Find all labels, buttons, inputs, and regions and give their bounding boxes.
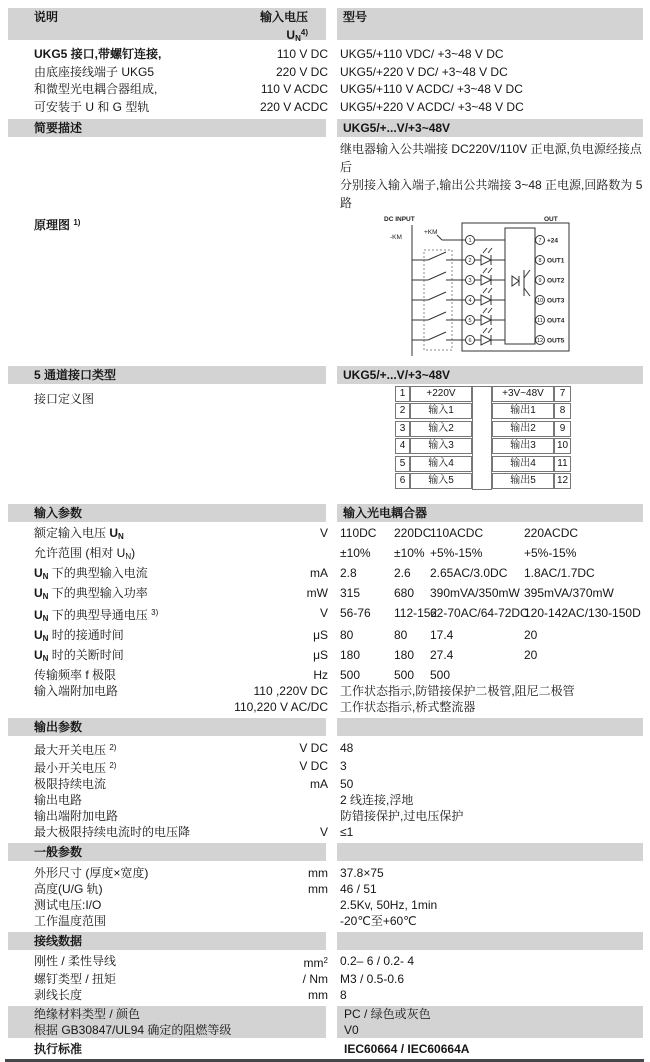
- param-unit: mm: [308, 866, 328, 880]
- input-param-row: [0, 585, 650, 605]
- param-unit: V: [319, 606, 328, 620]
- param-unit: V: [319, 526, 328, 540]
- column-header-input-voltage: 输入电压 $U_N^{4)}$: [259, 10, 308, 43]
- product-input-voltage: 110 V ACDC: [260, 82, 328, 96]
- svg-text:6: 6: [468, 338, 472, 344]
- datasheet-page: [0, 8, 650, 1062]
- param-value: 110DC: [340, 526, 377, 540]
- dc-input-label: DC INPUT: [384, 216, 415, 223]
- terminal-label: +220V: [410, 386, 472, 402]
- param-unit: mm: [308, 988, 328, 1002]
- param-unit: V DC: [299, 759, 328, 773]
- param-value: 37.8×75: [340, 866, 384, 880]
- interface-section-bar: [0, 366, 650, 384]
- param-values: [340, 647, 650, 667]
- param-values: [340, 545, 650, 565]
- svg-text:10: 10: [536, 298, 544, 304]
- standard-value: IEC60664 / IEC60664A: [344, 1042, 470, 1056]
- output-terminal-label: OUT3: [547, 297, 565, 305]
- param-unit: 110 ,220V DC: [253, 684, 328, 698]
- input-params-subtitle: 输入光电耦合器: [337, 504, 643, 522]
- param-values: [340, 667, 650, 683]
- wiring-section-bar: [0, 932, 650, 950]
- param-value: 500: [394, 668, 415, 682]
- terminal-label: 输入4: [410, 456, 472, 472]
- brief-line: 继电器输入公共端接 DC220V/110V 正电源,负电源经接点后: [340, 142, 642, 174]
- output-params-rows: [0, 740, 650, 840]
- product-model: UKG5/+110 V ACDC/ +3~48 V DC: [340, 82, 523, 96]
- pos-rail-label: +KM: [424, 229, 438, 236]
- interface-diagram-label: 接口定义图: [34, 392, 95, 406]
- param-value: 48: [340, 741, 354, 755]
- terminal-number: 9: [554, 421, 571, 437]
- param-value: 27.4: [430, 648, 454, 662]
- param-value: 20: [524, 648, 538, 662]
- terminal-table-row: [395, 438, 573, 455]
- param-value: +5%-15%: [430, 546, 483, 560]
- param-values: [340, 565, 650, 585]
- param-label: $U_N$ 下的典型导通电压 $^{3)}$: [34, 608, 159, 623]
- param-value: 680: [394, 586, 415, 600]
- wiring-title: 接线数据: [8, 932, 326, 950]
- input-param-row: [0, 683, 650, 699]
- schematic-section: [0, 212, 650, 362]
- param-label: $U_N$ 下的典型输入功率: [34, 586, 148, 601]
- wiring-param-row: [0, 987, 650, 1003]
- param-label: $U_N$ 时的接通时间: [34, 628, 124, 643]
- param-value: 390mVA/350mW: [430, 586, 520, 600]
- param-value: 180: [340, 648, 361, 662]
- param-value: 120-142AC/130-150D: [524, 606, 641, 620]
- param-label: 最大极限持续电流时的电压降: [34, 825, 191, 839]
- param-value: 2.8: [340, 566, 357, 580]
- param-value: 50: [340, 777, 354, 791]
- param-unit: mm: [308, 882, 328, 896]
- product-row: [0, 99, 650, 117]
- terminal-label: 输入2: [410, 421, 472, 437]
- svg-text:9: 9: [538, 278, 542, 284]
- out-label: OUT: [544, 216, 558, 223]
- input-param-row: [0, 699, 650, 715]
- param-value: 2.6: [394, 566, 411, 580]
- param-label: $U_N$ 时的关断时间: [34, 648, 124, 663]
- input-param-row: [0, 605, 650, 627]
- terminal-number: 7: [554, 386, 571, 402]
- product-description: 由底座接线端子 UKG5: [34, 64, 155, 79]
- svg-text:1: 1: [468, 238, 472, 244]
- param-values: [340, 605, 650, 627]
- param-label: 螺钉类型 / 扭矩: [34, 972, 117, 986]
- terminal-number: 12: [554, 473, 571, 489]
- input-param-row: [0, 667, 650, 683]
- param-label: 极限持续电流: [34, 777, 107, 791]
- param-unit: $mm^2$: [303, 956, 328, 970]
- terminal-table-row: [395, 421, 573, 438]
- product-description: 和微型光电耦合器组成,: [34, 82, 158, 96]
- param-value: 46 / 51: [340, 882, 377, 896]
- param-unit: V: [319, 825, 328, 839]
- terminal-label: +3V~48V: [492, 386, 554, 402]
- product-model: UKG5/+220 V DC/ +3~48 V DC: [340, 64, 508, 79]
- product-input-voltage: 220 V DC: [275, 64, 328, 79]
- general-params-section-bar: [0, 843, 650, 861]
- output-terminal-label: +24: [547, 237, 559, 245]
- interface-definition-section: [0, 384, 650, 494]
- product-description: 可安装于 U 和 G 型轨: [34, 99, 150, 114]
- general-params-rows: [0, 865, 650, 929]
- interface-title: 5 通道接口类型: [8, 366, 326, 384]
- param-label: 最大开关电压 $^{2)}$: [34, 743, 117, 757]
- output-param-row: [0, 824, 650, 840]
- terminal-label: 输入1: [410, 403, 472, 419]
- param-value: 395mVA/370mW: [524, 586, 614, 600]
- param-unit: Hz: [313, 668, 328, 682]
- brief-description-model: UKG5/+...V/+3~48V: [337, 119, 643, 137]
- svg-text:4: 4: [468, 298, 472, 304]
- terminal-table-row: [395, 473, 573, 490]
- param-label: 允许范围 (相对 $U_N$): [34, 546, 136, 561]
- svg-text:2: 2: [468, 258, 472, 264]
- param-value: [524, 667, 650, 683]
- param-value: 110ACDC: [430, 526, 484, 540]
- terminal-label: 输入3: [410, 438, 472, 454]
- param-label: 输出端附加电路: [34, 809, 119, 823]
- param-label: 传输频率 f 极限: [34, 668, 117, 682]
- general-param-row: [0, 881, 650, 897]
- param-value: 220ACDC: [524, 526, 579, 540]
- output-param-row: [0, 776, 650, 792]
- param-value: 62-70AC/64-72DC: [430, 606, 529, 620]
- general-params-title: 一般参数: [8, 843, 326, 861]
- product-description: UKG5 接口,带螺钉连接,: [34, 47, 162, 61]
- terminal-label: 输出2: [492, 421, 554, 437]
- output-terminal-label: OUT2: [547, 277, 565, 285]
- terminal-label: 输出5: [492, 473, 554, 489]
- param-value: 500: [340, 668, 361, 682]
- brief-line: 分别接入输入端子,输出公共端接 3~48 正电源,回路数为 5 路: [340, 178, 643, 210]
- param-value: ±10%: [394, 546, 425, 560]
- param-value: 2 线连接,浮地: [340, 793, 414, 807]
- param-unit: V DC: [299, 741, 328, 755]
- param-label: 测试电压:I/O: [34, 898, 102, 912]
- terminal-table-row: [395, 386, 573, 403]
- output-param-row: [0, 758, 650, 776]
- param-value: 220DC: [394, 526, 432, 540]
- input-params-title: 输入参数: [8, 504, 326, 522]
- terminal-label: 输出1: [492, 403, 554, 419]
- param-value: 17.4: [430, 628, 454, 642]
- param-unit: μS: [313, 628, 328, 642]
- param-values: [340, 585, 650, 605]
- param-values: [340, 627, 650, 647]
- svg-text:11: 11: [537, 318, 543, 324]
- param-value: 0.2– 6 / 0.2- 4: [340, 954, 415, 968]
- terminal-label: 输出4: [492, 456, 554, 472]
- wiring-param-row: [0, 971, 650, 987]
- terminal-number: 6: [395, 473, 410, 489]
- general-param-row: [0, 897, 650, 913]
- neg-rail-label: -KM: [390, 234, 402, 241]
- terminal-table-row: [395, 403, 573, 420]
- param-unit: / Nm: [302, 972, 328, 986]
- schematic-diagram: [378, 212, 648, 362]
- param-value: 56-76: [340, 606, 371, 620]
- param-label: 工作温度范围: [34, 914, 107, 928]
- param-value: 8: [340, 988, 347, 1002]
- interface-model: UKG5/+...V/+3~48V: [337, 366, 643, 384]
- output-params-title: 输出参数: [8, 718, 326, 736]
- product-row: [0, 64, 650, 82]
- param-label: 剥线长度: [34, 988, 83, 1002]
- param-values: [340, 525, 650, 545]
- param-label: $U_N$ 下的典型输入电流: [34, 566, 148, 581]
- insulation-label: 根据 GB30847/UL94 确定的阻燃等级: [8, 1022, 326, 1038]
- output-param-row: [0, 740, 650, 758]
- output-params-section-bar: [0, 718, 650, 736]
- svg-text:12: 12: [536, 338, 544, 344]
- terminal-number: 1: [395, 386, 410, 402]
- param-value: ≤1: [340, 825, 354, 839]
- param-value: +5%-15%: [524, 546, 577, 560]
- input-param-row: [0, 565, 650, 585]
- wiring-rows: [0, 953, 650, 1003]
- terminal-label: 输入5: [410, 473, 472, 489]
- param-value: 2.5Kv, 50Hz, 1min: [340, 898, 438, 912]
- table-header: [0, 8, 650, 43]
- insulation-rows: [0, 1006, 650, 1038]
- product-row: [0, 46, 650, 64]
- terminal-number: 4: [395, 438, 410, 454]
- param-value: 工作状态指示,桥式整流器: [340, 700, 476, 714]
- terminal-number: 8: [554, 403, 571, 419]
- input-param-row: [0, 627, 650, 647]
- output-terminal-label: OUT5: [547, 337, 565, 345]
- general-param-row: [0, 865, 650, 881]
- terminal-number: 5: [395, 456, 410, 472]
- param-value: 500: [430, 668, 451, 682]
- output-param-row: [0, 808, 650, 824]
- param-unit: mA: [310, 566, 328, 580]
- output-terminal-label: OUT4: [547, 317, 565, 325]
- param-value: 20: [524, 628, 538, 642]
- insulation-row: [0, 1006, 650, 1022]
- terminal-table-row: [395, 456, 573, 473]
- terminal-number: 11: [554, 456, 571, 472]
- param-value: 3: [340, 759, 347, 773]
- general-param-row: [0, 913, 650, 929]
- param-unit: mW: [306, 586, 328, 600]
- product-row: [0, 81, 650, 99]
- input-param-row: [0, 647, 650, 667]
- brief-description-title: 简要描述: [8, 119, 326, 137]
- param-unit: μS: [313, 648, 328, 662]
- output-terminal-label: OUT1: [547, 257, 565, 265]
- svg-text:3: 3: [468, 278, 472, 284]
- input-params-section-bar: [0, 504, 650, 522]
- insulation-row: [0, 1022, 650, 1038]
- schematic-label: 原理图 $^{1)}$: [34, 218, 81, 232]
- param-unit: 110,220 V AC/DC: [234, 700, 328, 714]
- param-value: 2.65AC/3.0DC: [430, 566, 508, 580]
- param-unit: mA: [310, 777, 328, 791]
- terminal-table: [395, 386, 573, 492]
- product-input-voltage: 220 V ACDC: [259, 99, 328, 114]
- param-label: 最小开关电压 $^{2)}$: [34, 761, 117, 775]
- product-model: UKG5/+110 VDC/ +3~48 V DC: [340, 47, 504, 61]
- param-value: 1.8AC/1.7DC: [524, 566, 595, 580]
- param-value: 80: [394, 628, 408, 642]
- brief-description-section-bar: [0, 119, 650, 137]
- svg-text:8: 8: [538, 258, 542, 264]
- standard-label: 执行标准: [34, 1042, 83, 1056]
- input-param-row: [0, 545, 650, 565]
- wiring-param-row: [0, 953, 650, 971]
- param-value: M3 / 0.5-0.6: [340, 972, 405, 986]
- param-label: 输出电路: [34, 793, 83, 807]
- param-value: ±10%: [340, 546, 371, 560]
- param-label: 高度(U/G 轨): [34, 882, 103, 896]
- column-header-description: 说明: [34, 10, 59, 24]
- param-value: 180: [394, 648, 415, 662]
- input-params-rows: [0, 525, 650, 715]
- product-rows: [0, 46, 650, 116]
- param-label: 额定输入电压 $U_N$: [34, 526, 124, 541]
- terminal-number: 3: [395, 421, 410, 437]
- param-value: -20℃至+60℃: [340, 914, 417, 928]
- param-value: 80: [340, 628, 354, 642]
- param-label: 刚性 / 柔性导线: [34, 954, 117, 968]
- param-value: 防错接保护,过电压保护: [340, 809, 464, 823]
- param-label: 输入端附加电路: [34, 684, 119, 698]
- insulation-label: 绝缘材料类型 / 颜色: [8, 1006, 326, 1022]
- param-label: 外形尺寸 (厚度×宽度): [34, 866, 149, 880]
- product-input-voltage: 110 V DC: [276, 47, 328, 61]
- svg-text:5: 5: [468, 318, 472, 324]
- brief-description-text: [340, 140, 650, 212]
- product-model: UKG5/+220 V ACDC/ +3~48 V DC: [340, 99, 524, 114]
- input-param-row: [0, 525, 650, 545]
- column-header-model: 型号: [337, 8, 643, 40]
- param-value: 工作状态指示,防错接保护二极管,阻尼二极管: [340, 684, 575, 698]
- insulation-value: PC / 绿色或灰色: [337, 1006, 643, 1022]
- svg-text:7: 7: [538, 238, 542, 244]
- param-value: 112-152: [394, 606, 438, 620]
- param-value: 315: [340, 586, 361, 600]
- terminal-label: 输出3: [492, 438, 554, 454]
- terminal-number: 10: [554, 438, 571, 454]
- standard-row: [0, 1041, 650, 1057]
- insulation-value: V0: [337, 1022, 643, 1038]
- terminal-number: 2: [395, 403, 410, 419]
- output-param-row: [0, 792, 650, 808]
